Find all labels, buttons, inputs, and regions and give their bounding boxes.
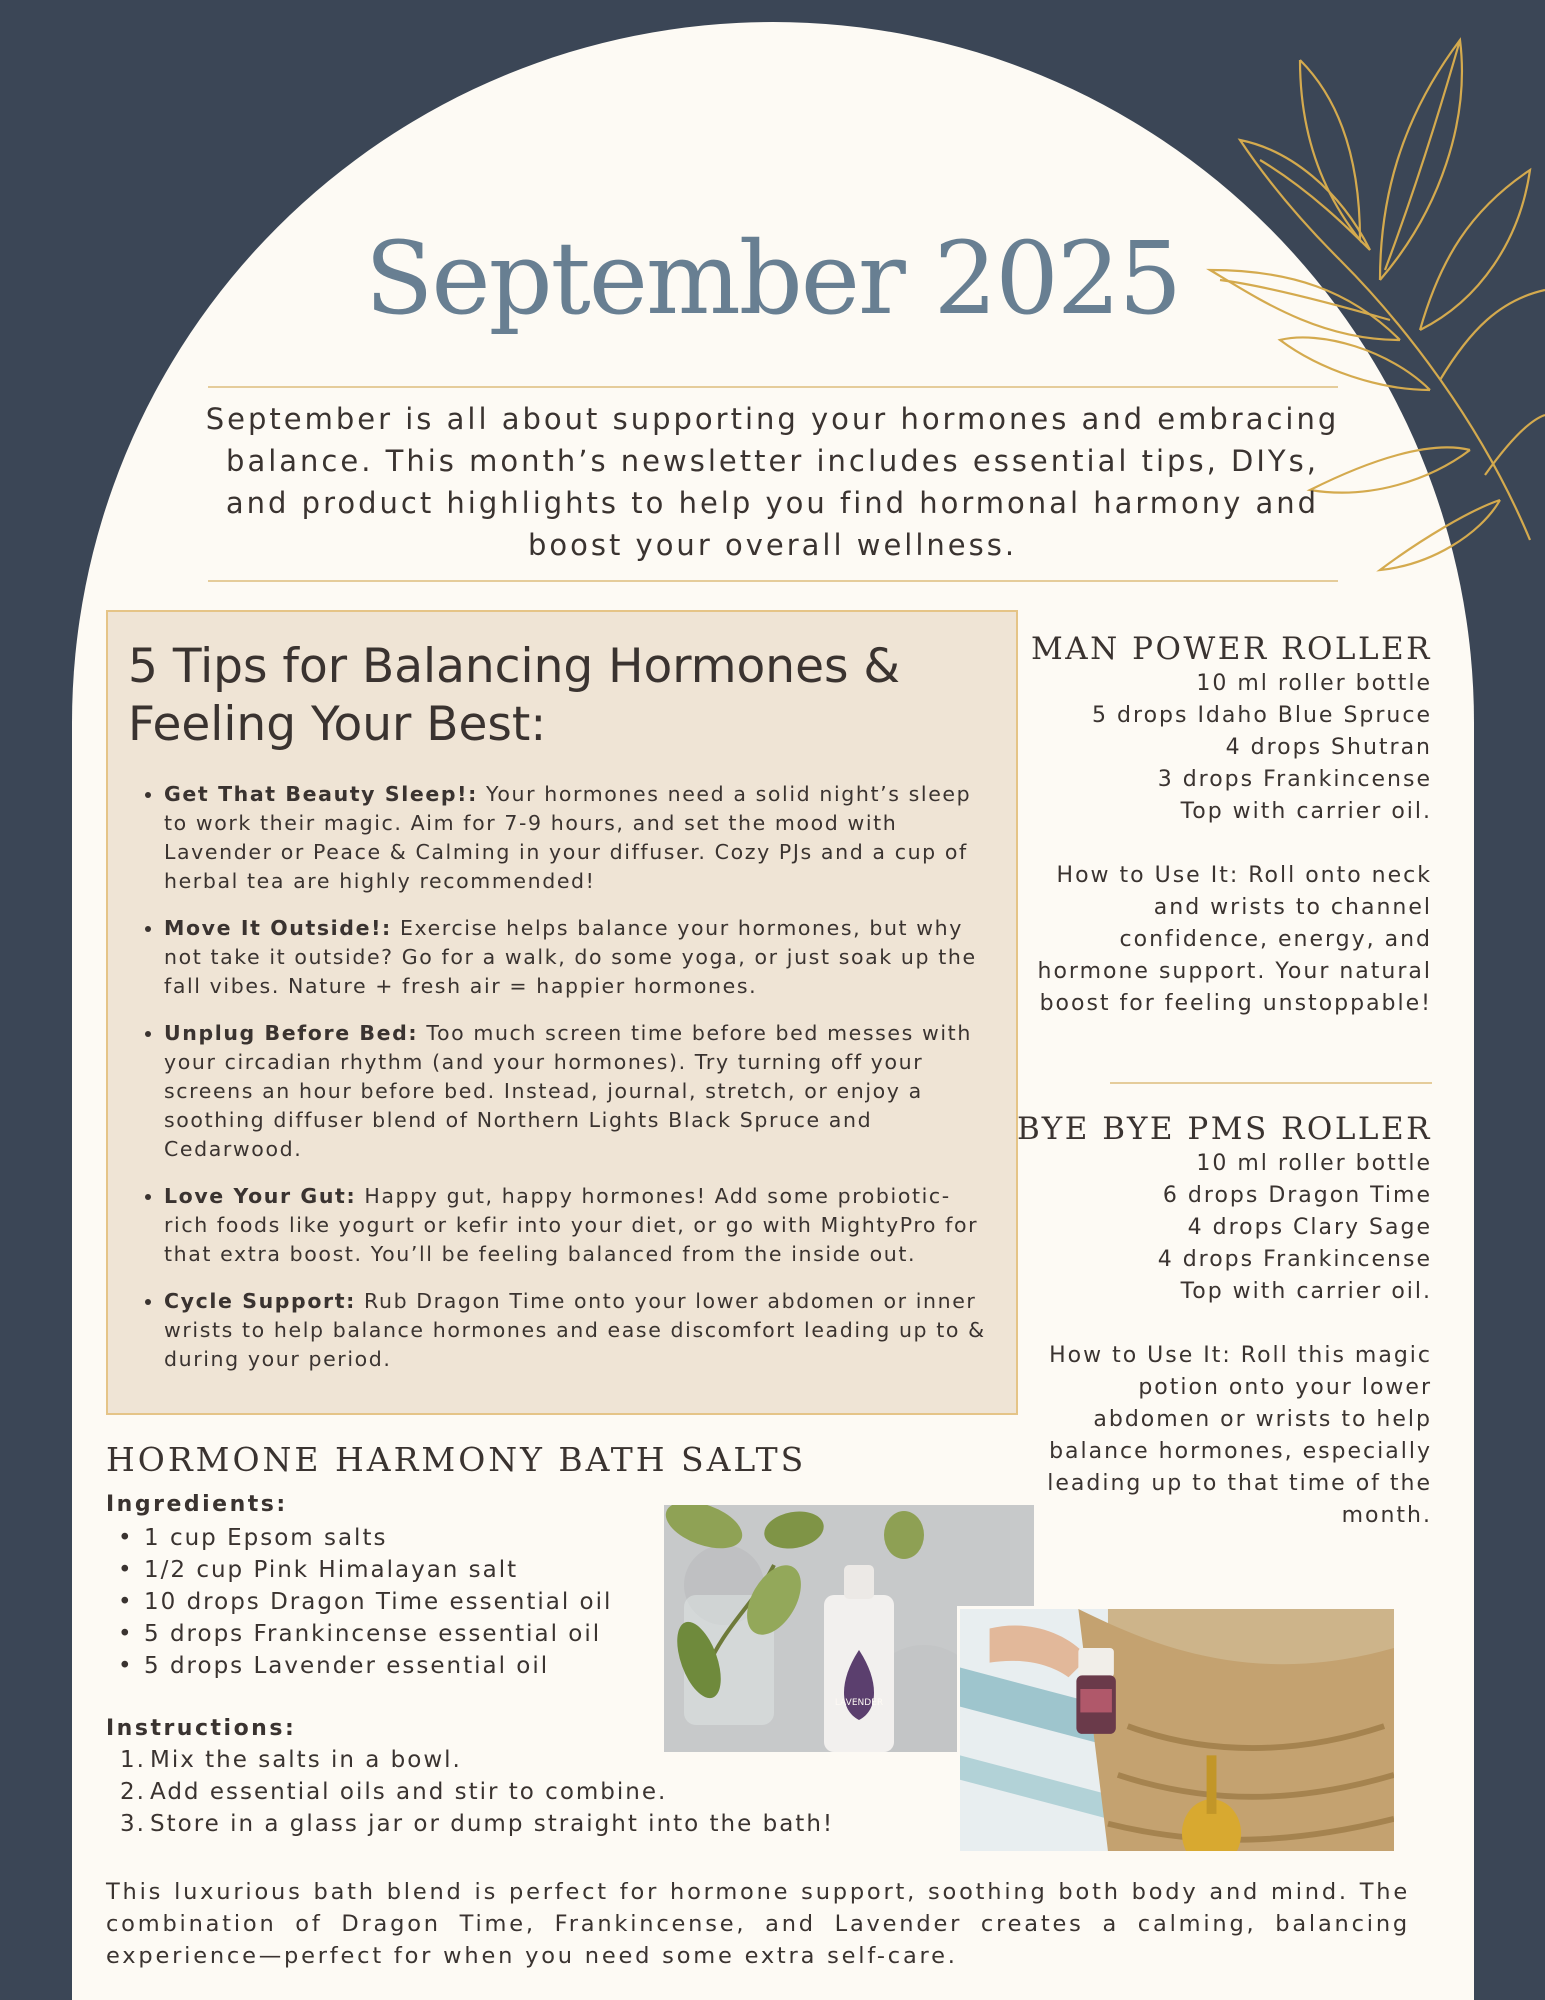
recipe-line: 4 drops Shutran <box>1225 735 1432 760</box>
man-power-roller <box>1010 630 1432 1020</box>
bath-salts-closing: This luxurious bath blend is perfect for hormone support, soothing both body and mind. The combination of Dragon Time, Frankincense, and Lavender creates a calming, balancing experience—perfect for when you need some extra self-care. <box>106 1879 1410 1969</box>
tip-item <box>164 780 992 896</box>
tips-box <box>106 610 1018 1415</box>
step-number: 3. <box>120 1811 146 1837</box>
instruction-item <box>118 1808 834 1840</box>
recipe-line: 4 drops Clary Sage <box>1187 1215 1432 1240</box>
tip-item <box>164 1182 992 1269</box>
tip-heading: Get That Beauty Sleep!: <box>164 782 478 806</box>
step-number: 1. <box>120 1747 146 1773</box>
instructions-list <box>118 1744 834 1840</box>
tip-item <box>164 1019 992 1164</box>
ingredients-label: Ingredients: <box>106 1492 288 1517</box>
dragon-time-oil-photo <box>957 1606 1397 1854</box>
man-power-recipe <box>1010 668 1432 828</box>
recipe-line: 3 drops Frankincense <box>1157 767 1432 792</box>
tip-item <box>164 1287 992 1374</box>
step-text: Mix the salts in a bowl. <box>150 1747 462 1773</box>
instruction-item <box>118 1776 834 1808</box>
ingredient-item: • 5 drops Lavender essential oil <box>118 1650 612 1682</box>
intro-paragraph: September is all about supporting your hormones and embracing balance. This month’s newsletter includes essential tips, DIYs, and product highlights to help you find hormonal harmony and boost your overall wellness. <box>205 402 1340 562</box>
tip-heading: Love Your Gut: <box>164 1184 357 1208</box>
tip-item <box>164 914 992 1001</box>
recipe-line: 6 drops Dragon Time <box>1162 1183 1432 1208</box>
step-number: 2. <box>120 1779 146 1805</box>
tip-text: Exercise helps balance your hormones, but why not take it outside? Go for a walk, do some yoga, or just soak up the fall vibes. Nature + fresh air = happier hormones. <box>164 916 977 998</box>
recipe-line: 10 ml roller bottle <box>1196 1151 1432 1176</box>
man-power-howto: How to Use It: Roll onto neck and wrists to channel confidence, energy, and hormone support. Your natural boost for feeling unstoppable! <box>1037 863 1432 1016</box>
newsletter-title: September 2025 <box>364 220 1181 337</box>
tip-text: Too much screen time before bed messes with your circadian rhythm (and your hormones). Try turning off your screens an hour before bed. Instead, journal, stretch, or enjoy a soothing diffuser blend of Northern Lights Black Spruce and Cedarwood. <box>164 1021 972 1161</box>
divider <box>208 580 1338 582</box>
ingredients-list <box>118 1522 612 1682</box>
tip-heading: Cycle Support: <box>164 1289 356 1313</box>
tips-title: 5 Tips for Balancing Hormones & Feeling Your Best: <box>128 639 901 752</box>
bye-pms-howto: How to Use It: Roll this magic potion onto your lower abdomen or wrists to help balance hormones, especially leading up to that time of the month. <box>1047 1343 1432 1528</box>
tip-heading: Move It Outside!: <box>164 916 392 940</box>
step-text: Store in a glass jar or dump straight into the bath! <box>150 1811 835 1837</box>
tip-text: Rub Dragon Time onto your lower abdomen or inner wrists to help balance hormones and ease discomfort leading up to & during your period. <box>164 1289 986 1371</box>
recipe-line: Top with carrier oil. <box>1180 799 1432 824</box>
divider <box>1110 1082 1432 1084</box>
instructions-label: Instructions: <box>106 1716 297 1741</box>
ingredient-item: • 5 drops Frankincense essential oil <box>118 1618 612 1650</box>
recipe-line: 10 ml roller bottle <box>1196 671 1432 696</box>
bye-pms-recipe <box>1010 1148 1432 1308</box>
ingredient-item: • 1 cup Epsom salts <box>118 1522 612 1554</box>
tip-text: Your hormones need a solid night’s sleep to work their magic. Aim for 7-9 hours, and set the mood with Lavender or Peace & Calming in your diffuser. Cozy PJs and a cup of herbal tea are highly recommended! <box>164 782 972 893</box>
recipe-line: 4 drops Frankincense <box>1157 1247 1432 1272</box>
tips-list <box>128 780 992 1374</box>
tip-heading: Unplug Before Bed: <box>164 1021 419 1045</box>
tip-text: Happy gut, happy hormones! Add some probiotic-rich foods like yogurt or kefir into your diet, or go with MightyPro for that extra boost. You’ll be feeling balanced from the inside out. <box>164 1184 979 1266</box>
recipe-line: Top with carrier oil. <box>1180 1279 1432 1304</box>
recipe-line: 5 drops Idaho Blue Spruce <box>1092 703 1432 728</box>
divider <box>208 386 1338 388</box>
bye-pms-title: BYE BYE PMS ROLLER <box>1017 1111 1432 1147</box>
man-power-title: MAN POWER ROLLER <box>1031 631 1432 667</box>
step-text: Add essential oils and stir to combine. <box>150 1779 668 1805</box>
ingredient-item: • 10 drops Dragon Time essential oil <box>118 1586 612 1618</box>
bye-pms-roller <box>1010 1110 1432 1532</box>
bath-salts-title: HORMONE HARMONY BATH SALTS <box>106 1440 807 1479</box>
lotion-label: LAVENDER <box>834 1698 884 1708</box>
ingredient-item: • 1/2 cup Pink Himalayan salt <box>118 1554 612 1586</box>
